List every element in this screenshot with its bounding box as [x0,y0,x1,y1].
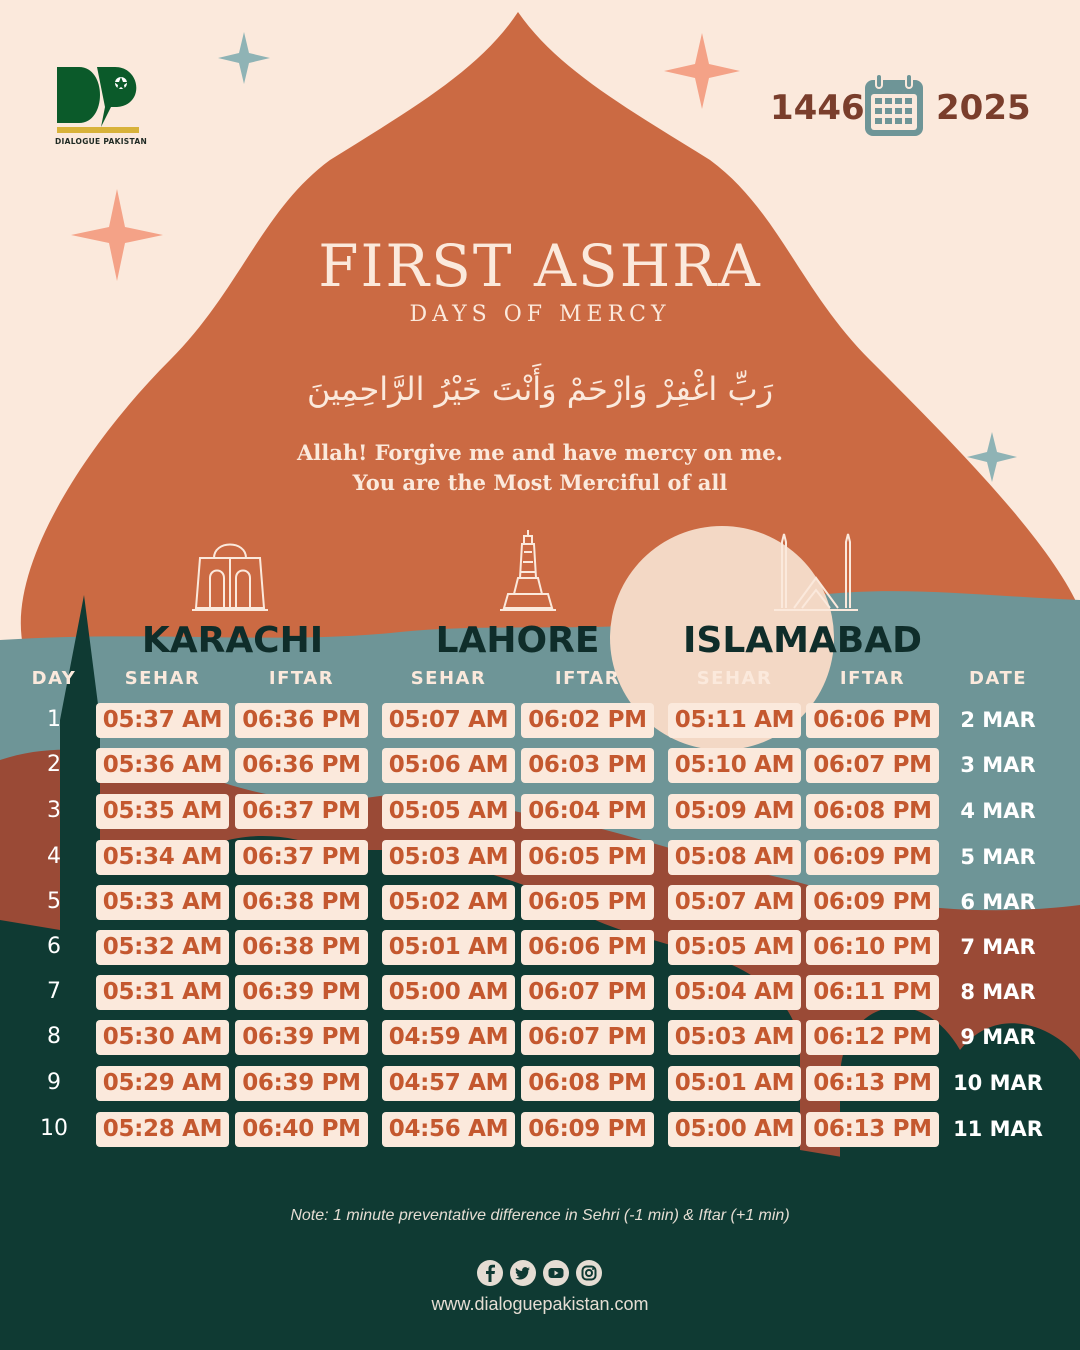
lahore-iftar-time: 06:07 PM [521,1020,654,1055]
day-number: 1 [47,707,61,732]
city-lahore: LAHORE [435,620,600,661]
karachi-iftar-time: 06:39 PM [235,975,368,1010]
day-number: 10 [40,1116,68,1141]
youtube-icon[interactable] [542,1259,570,1287]
lahore-iftar-time: 06:05 PM [521,840,654,875]
date-label: 10 MAR [953,1071,1043,1095]
day-number: 6 [47,934,61,959]
dua-arabic: رَبِّ اغْفِرْ وَارْحَمْ وَأَنْتَ خَيْرُ الرَّاحِمِينَ [306,370,774,408]
footnote: Note: 1 minute preventative difference in Sehri (-1 min) & Iftar (+1 min) [290,1207,790,1224]
lahore-sehar-time: 05:00 AM [382,975,515,1010]
star-blue-top [218,32,270,84]
islamabad-iftar-time: 06:07 PM [806,748,939,783]
karachi-iftar-time: 06:40 PM [235,1112,368,1147]
star-pink-top [664,33,740,109]
islamabad-iftar-time: 06:13 PM [806,1066,939,1101]
karachi-sehar-time: 05:28 AM [96,1112,229,1147]
translation-line-2: You are the Most Merciful of all [352,470,728,495]
translation-line-1: Allah! Forgive me and have mercy on me. [297,440,783,465]
islamabad-iftar-time: 06:09 PM [806,840,939,875]
lahore-iftar-time: 06:07 PM [521,975,654,1010]
lahore-sehar-time: 05:07 AM [382,703,515,738]
islamabad-sehar-time: 05:04 AM [668,975,801,1010]
day-number: 8 [47,1024,61,1049]
karachi-iftar-time: 06:38 PM [235,930,368,965]
lahore-iftar-time: 06:08 PM [521,1066,654,1101]
karachi-iftar-time: 06:38 PM [235,885,368,920]
islamabad-iftar-time: 06:06 PM [806,703,939,738]
lahore-sehar-time: 05:01 AM [382,930,515,965]
lahore-sehar-time: 05:03 AM [382,840,515,875]
karachi-sehar-time: 05:36 AM [96,748,229,783]
lahore-sehar-time: 05:05 AM [382,794,515,829]
karachi-iftar-time: 06:37 PM [235,794,368,829]
twitter-icon[interactable] [509,1259,537,1287]
day-number: 5 [47,889,61,914]
facebook-icon[interactable] [476,1259,504,1287]
header-lahore-sehar: SEHAR [410,668,487,689]
islamabad-sehar-time: 05:00 AM [668,1112,801,1147]
brand-name: DIALOGUE PAKISTAN [55,137,148,146]
lahore-iftar-time: 06:06 PM [521,930,654,965]
header-date: DATE [968,668,1028,689]
date-label: 9 MAR [960,1025,1036,1049]
date-label: 11 MAR [953,1117,1043,1141]
mazar-e-quaid-icon [190,528,270,612]
islamabad-sehar-time: 05:03 AM [668,1020,801,1055]
day-number: 3 [47,798,61,823]
karachi-sehar-time: 05:34 AM [96,840,229,875]
lahore-sehar-time: 04:56 AM [382,1112,515,1147]
date-label: 8 MAR [960,980,1036,1004]
islamabad-iftar-time: 06:11 PM [806,975,939,1010]
date-label: 4 MAR [960,799,1036,823]
date-label: 7 MAR [960,935,1036,959]
karachi-iftar-time: 06:39 PM [235,1020,368,1055]
header-lahore-iftar: IFTAR [554,668,621,689]
lahore-sehar-time: 05:06 AM [382,748,515,783]
karachi-sehar-time: 05:32 AM [96,930,229,965]
islamabad-sehar-time: 05:11 AM [668,703,801,738]
poster-title: FIRST ASHRA [318,232,762,300]
islamabad-iftar-time: 06:08 PM [806,794,939,829]
islamabad-iftar-time: 06:13 PM [806,1112,939,1147]
lahore-sehar-time: 05:02 AM [382,885,515,920]
website-link[interactable]: www.dialoguepakistan.com [431,1294,649,1314]
faisal-mosque-icon [772,528,860,612]
date-label: 5 MAR [960,845,1036,869]
social-links [476,1259,604,1289]
day-number: 2 [47,752,61,777]
day-number: 4 [47,844,61,869]
hijri-year: 1446 [770,88,865,128]
day-number: 7 [47,979,61,1004]
islamabad-sehar-time: 05:08 AM [668,840,801,875]
karachi-iftar-time: 06:36 PM [235,748,368,783]
date-label: 3 MAR [960,753,1036,777]
karachi-sehar-time: 05:29 AM [96,1066,229,1101]
poster-subtitle: DAYS OF MERCY [409,302,671,327]
karachi-iftar-time: 06:36 PM [235,703,368,738]
header-day: DAY [31,668,77,689]
header-karachi-iftar: IFTAR [268,668,335,689]
islamabad-sehar-time: 05:09 AM [668,794,801,829]
gregorian-year: 2025 [936,88,1031,128]
header-islamabad-sehar: SEHAR [696,668,773,689]
header-islamabad-iftar: IFTAR [839,668,906,689]
instagram-icon[interactable] [575,1259,603,1287]
lahore-iftar-time: 06:03 PM [521,748,654,783]
header-karachi-sehar: SEHAR [124,668,201,689]
karachi-sehar-time: 05:31 AM [96,975,229,1010]
date-label: 6 MAR [960,890,1036,914]
karachi-iftar-time: 06:39 PM [235,1066,368,1101]
islamabad-iftar-time: 06:09 PM [806,885,939,920]
karachi-iftar-time: 06:37 PM [235,840,368,875]
lahore-iftar-time: 06:05 PM [521,885,654,920]
lahore-iftar-time: 06:09 PM [521,1112,654,1147]
islamabad-sehar-time: 05:05 AM [668,930,801,965]
city-karachi: KARACHI [141,620,324,661]
lahore-iftar-time: 06:04 PM [521,794,654,829]
islamabad-sehar-time: 05:01 AM [668,1066,801,1101]
karachi-sehar-time: 05:30 AM [96,1020,229,1055]
karachi-sehar-time: 05:37 AM [96,703,229,738]
calendar-icon [862,72,926,140]
day-number: 9 [47,1070,61,1095]
islamabad-iftar-time: 06:10 PM [806,930,939,965]
city-islamabad: ISLAMABAD [683,620,922,661]
lahore-sehar-time: 04:59 AM [382,1020,515,1055]
date-label: 2 MAR [960,708,1036,732]
lahore-iftar-time: 06:02 PM [521,703,654,738]
minar-e-pakistan-icon [500,528,556,612]
karachi-sehar-time: 05:33 AM [96,885,229,920]
islamabad-sehar-time: 05:10 AM [668,748,801,783]
islamabad-sehar-time: 05:07 AM [668,885,801,920]
karachi-sehar-time: 05:35 AM [96,794,229,829]
islamabad-iftar-time: 06:12 PM [806,1020,939,1055]
lahore-sehar-time: 04:57 AM [382,1066,515,1101]
